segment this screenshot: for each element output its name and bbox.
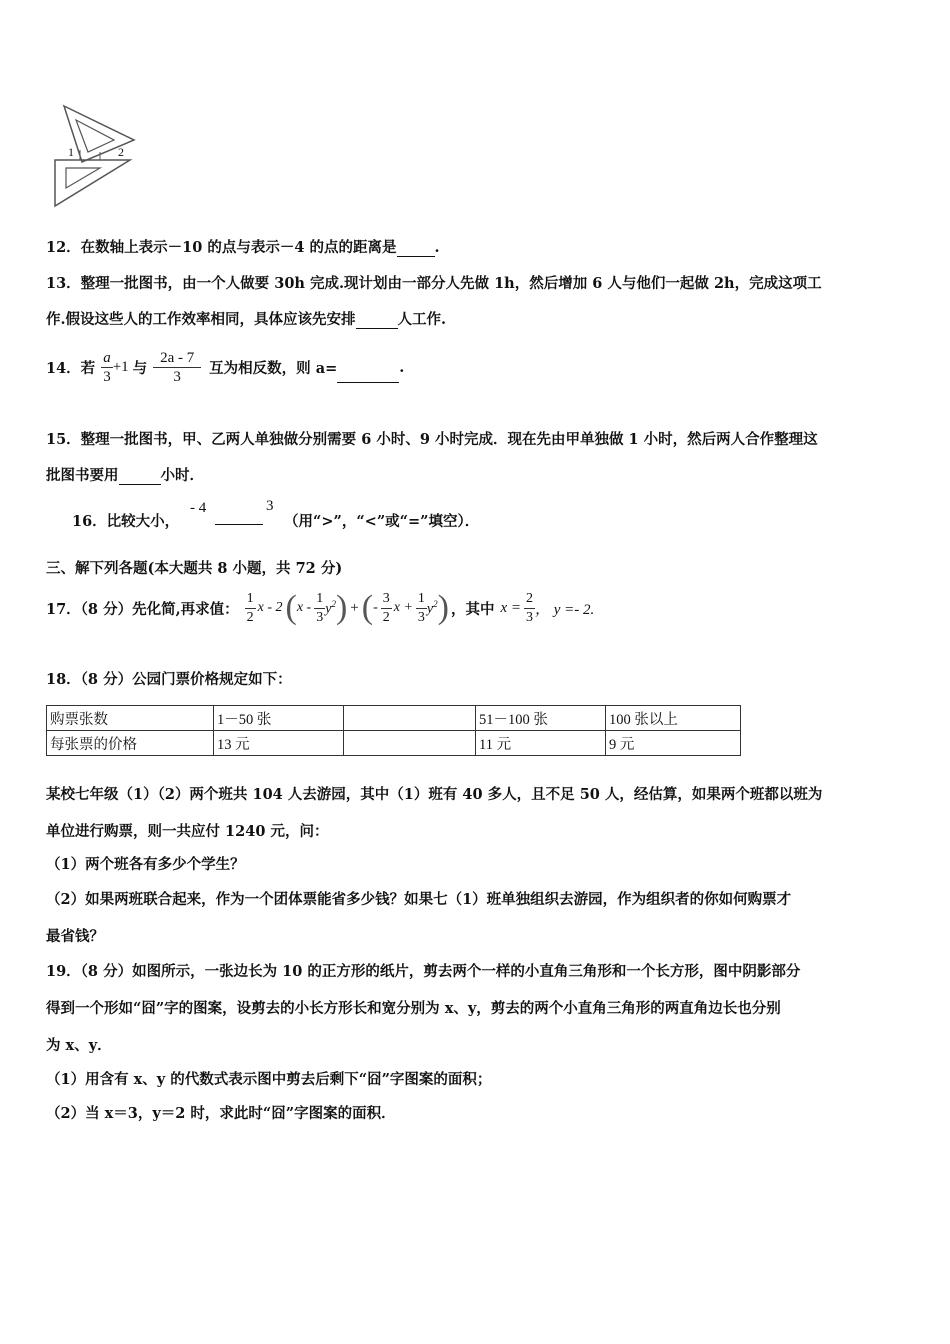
question-18-title: 18．（8 分）公园门票价格规定如下： [46,671,292,688]
q17-cond-fraction [524,590,535,627]
q18-sub-question-1: （1）两个班各有多少个学生？ [46,856,245,873]
q17-neg: - [373,600,378,615]
question-19-line3: 为 x、y． [46,1037,112,1054]
q17-frac-13 [416,590,427,627]
question-16 [72,510,179,531]
q16-suffix: （用“>”，“<”或“=”填空）． [284,513,480,530]
q13-text-a: 作.假设这些人的工作效率相同，具体应该先安排 [46,311,356,328]
table-cell [344,706,476,731]
q18-sub-question-2-line2: 最省钱？ [46,928,104,945]
q15-text-b: 小时． [160,467,204,484]
table-row [47,706,741,731]
q17-square: 2 [331,598,336,609]
q14-frac2-numerator: 2a - 7 [153,349,201,368]
table-cell: 13 元 [214,731,344,756]
q14-answer-blank[interactable] [337,365,399,383]
q17-32-num: 3 [381,590,392,609]
q17-prefix: 17．（8 分）先化简,再求值： [46,600,239,618]
q17-mid: ，其中 [450,600,495,618]
question-12 [46,236,440,257]
q14-prefix: 14．若 [46,359,96,377]
q19-sub-question-1: （1）用含有 x、y 的代数式表示图中剪去后剩下“囧”字图案的面积； [46,1071,492,1088]
triangle-rulers-figure [50,100,140,210]
q15-answer-blank[interactable] [119,467,161,485]
q17-y-squared [325,599,336,618]
q17-frac-half [245,590,256,627]
q18-sub-question-2-line1: （2）如果两班联合起来，作为一个团体票能省多少钱？如果七（1）班单独组织去游园，作为组织者的你如何购票才 [46,891,792,908]
table-cell: 1－50 张 [214,706,344,731]
q17-cond-den: 3 [526,609,533,625]
q13-answer-blank[interactable] [356,311,398,329]
q17-right-paren-2: ) [437,589,449,626]
q17-left-paren-2: ( [361,589,374,626]
q19-sub-question-2: （2）当 x＝3，y＝2 时，求此时“囧”字图案的面积． [46,1105,396,1122]
q14-fraction-1 [101,349,113,386]
q17-third-den: 3 [316,609,324,625]
q14-frac1-denominator: 3 [103,368,111,385]
q17-frac-third [314,590,325,627]
question-13-line1: 13．整理一批图书，由一个人做要 30h 完成.现计划由一部分人先做 1h，然后增加 6 人与他们一起做 2h，完成这项工 [46,275,822,292]
q17-cond-x: x = [500,599,521,616]
q13-text-b: 人工作. [397,311,447,328]
q17-half-den: 2 [246,609,254,625]
q17-13-num: 1 [416,590,427,609]
q15-text-a: 批图书要用 [46,467,119,484]
q14-fraction-2 [153,349,201,386]
q12-answer-blank[interactable] [397,239,435,257]
question-14 [46,343,404,391]
triangle-rulers-drawing [50,100,140,210]
angle-label-2: 2 [118,145,124,159]
q14-frac1-numerator: a [103,349,111,366]
table-cell: 9 元 [606,731,741,756]
q17-y-squared-2 [427,599,438,618]
q16-right-value: 3 [266,498,274,514]
q17-left-paren-1: ( [285,589,297,626]
q17-x-plus: x + [393,600,413,615]
table-cell: 购票张数 [47,706,214,731]
q14-frac2-denominator: 3 [173,368,181,385]
table-cell: 每张票的价格 [47,731,214,756]
q17-y: y [325,601,332,617]
q17-half-num: 1 [245,590,256,609]
q18-paragraph-line1: 某校七年级（1）（2）两个班共 104 人去游园，其中（1）班有 40 多人，且不足 50 人，经估算，如果两个班都以班为 [46,786,823,803]
q16-left-value: - 4 [190,500,207,516]
q12-text: 12．在数轴上表示－10 的点与表示－4 的点的距离是 [46,239,397,256]
q17-cond-y: ， y =- 2. [535,601,595,618]
q14-suffix: 互为相反数，则 a= [209,359,338,377]
question-15-line1: 15．整理一批图书，甲、乙两人单独做分别需要 6 小时、9 小时完成．现在先由甲单独做 1 小时，然后两人合作整理这 [46,431,818,448]
table-row [47,731,741,756]
q17-third-num: 1 [314,590,325,609]
angle-label-1: 1 [68,145,74,159]
q17-right-paren-1: ) [335,589,348,626]
q14-end: . [399,358,405,376]
question-13-line2 [46,308,446,329]
q17-frac-32 [381,590,392,627]
q17-13-den: 3 [417,609,425,625]
q17-square-2: 2 [433,598,438,609]
q17-cond-num: 2 [524,590,535,609]
q18-paragraph-line2: 单位进行购票，则一共应付 1240 元，问： [46,823,329,840]
q16-prefix: 16．比较大小， [72,513,180,530]
q16-answer-blank[interactable] [215,510,263,525]
table-cell: 100 张以上 [606,706,741,731]
question-19-line1: 19．（8 分）如图所示，一张边长为 10 的正方形的纸片，剪去两个一样的小直角三角形和一个长方形，图中阴影部分 [46,963,801,980]
question-17 [46,583,594,633]
table-cell: 51－100 张 [476,706,606,731]
q17-x-minus-2: x - 2 [257,600,283,615]
q17-x-minus: x - [296,600,312,615]
q17-plus: + [350,599,359,616]
q17-y-2: y [426,601,434,617]
q14-mid: 与 [132,359,148,377]
table-cell: 11 元 [476,731,606,756]
question-15-line2 [46,464,204,485]
q12-end: . [434,239,440,256]
question-19-line2: 得到一个形如“囧”字的图案，设剪去的小长方形长和宽分别为 x、y，剪去的两个小直角三角形的两直角边长也分别 [46,1000,781,1017]
q14-plus-one: +1 [112,358,129,375]
q17-32-den: 2 [382,609,390,625]
ticket-price-table [46,705,741,756]
section-3-title: 三、解下列各题(本大题共 8 小题，共 72 分) [46,560,343,577]
table-cell [344,731,476,756]
